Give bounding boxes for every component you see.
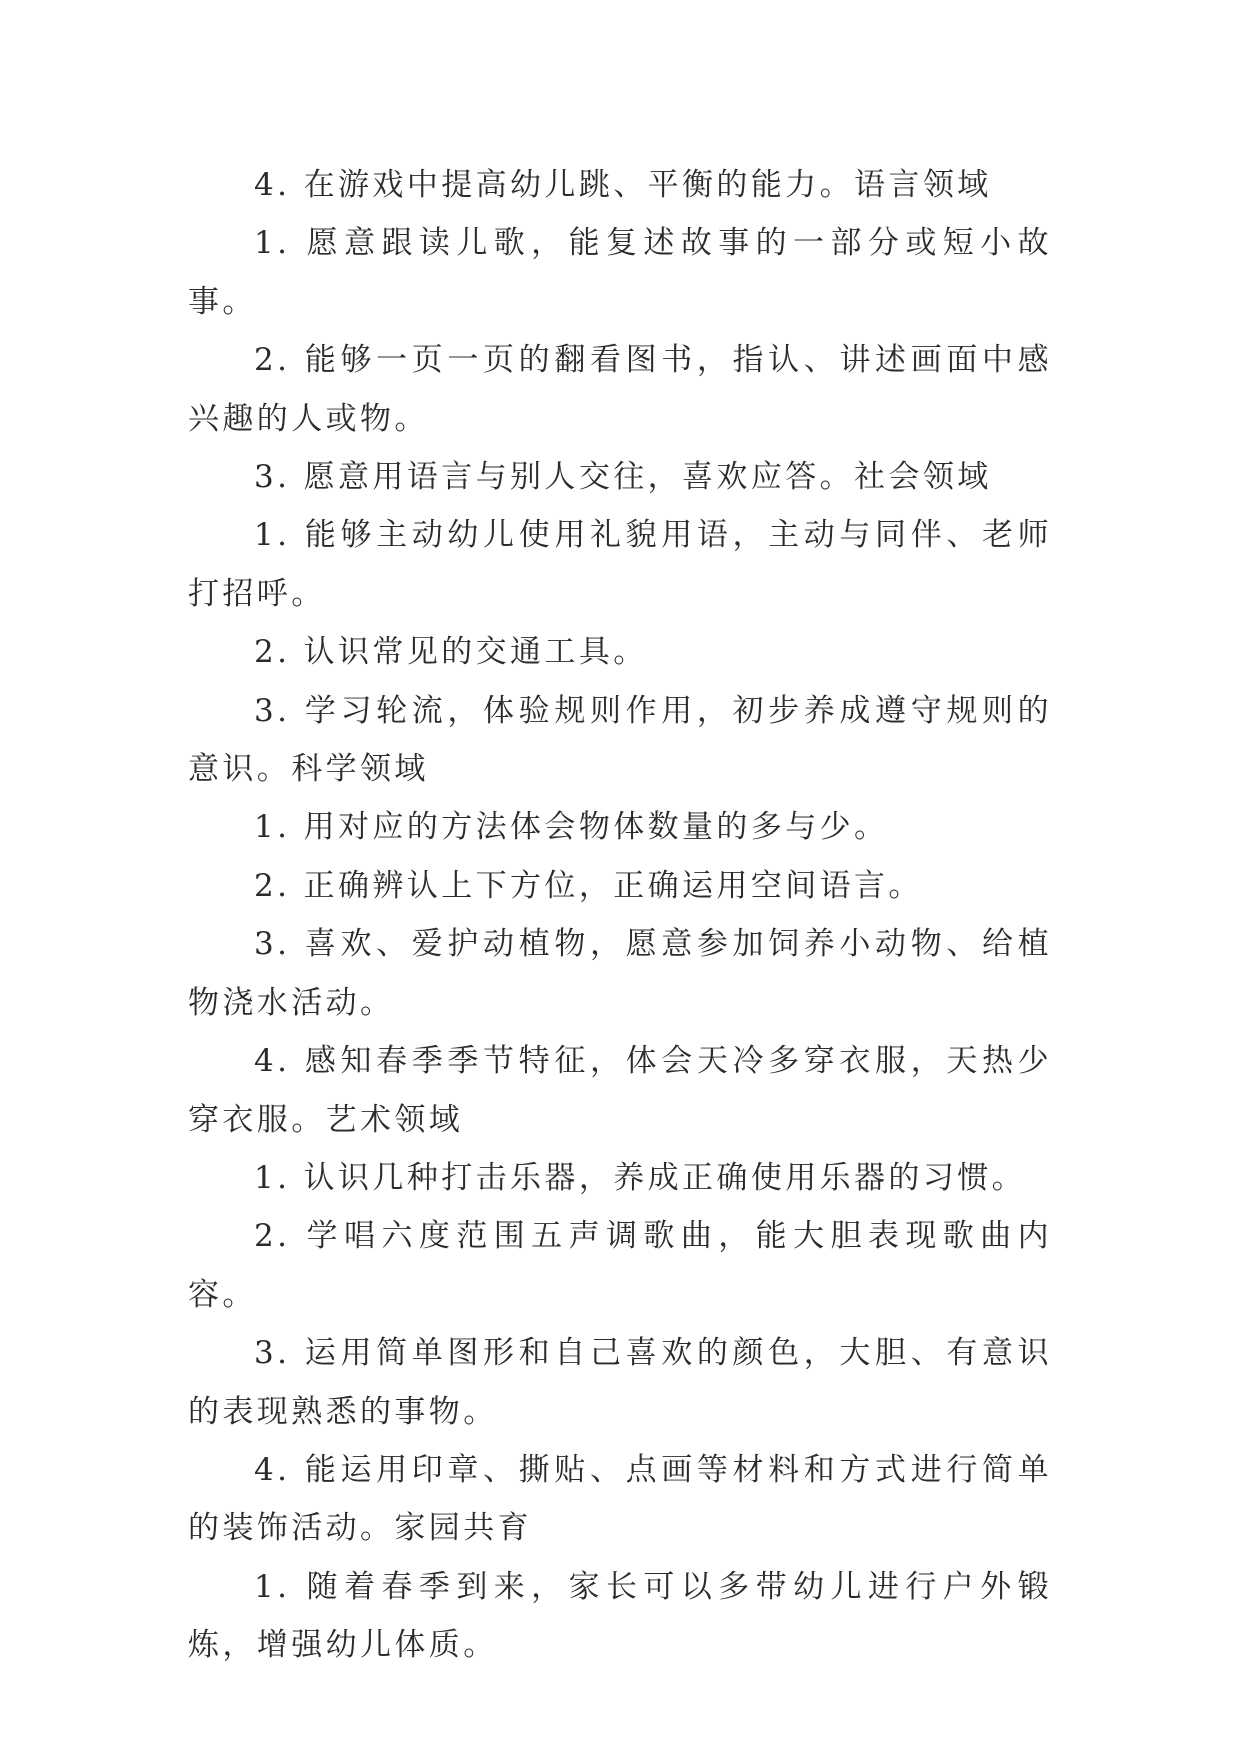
- paragraph: 3. 喜欢、爱护动植物，愿意参加饲养小动物、给植物浇水活动。: [188, 926, 1052, 1021]
- paragraph: 1. 能够主动幼儿使用礼貌用语，主动与同伴、老师打招呼。: [188, 517, 1052, 612]
- paragraph: 3. 学习轮流，体验规则作用，初步养成遵守规则的意识。科学领域: [188, 692, 1052, 788]
- paragraph: 2. 学唱六度范围五声调歌曲，能大胆表现歌曲内容。: [188, 1218, 1052, 1313]
- paragraph: 1. 认识几种打击乐器，养成正确使用乐器的习惯。: [254, 1159, 1027, 1196]
- document-body: [188, 156, 1052, 1675]
- paragraph: 4. 在游戏中提高幼儿跳、平衡的能力。语言领域: [254, 167, 992, 203]
- paragraph: 4. 感知春季季节特征，体会天冷多穿衣服，天热少穿衣服。艺术领域: [188, 1043, 1052, 1138]
- paragraph: 2. 认识常见的交通工具。: [254, 634, 648, 671]
- paragraph: 2. 正确辨认上下方位，正确运用空间语言。: [254, 867, 923, 904]
- paragraph: 1. 随着春季到来，家长可以多带幼儿进行户外锻炼，增强幼儿体质。: [188, 1568, 1052, 1664]
- paragraph: 4. 能运用印章、撕贴、点画等材料和方式进行简单的装饰活动。家园共育: [188, 1451, 1052, 1547]
- paragraph: 3. 运用简单图形和自己喜欢的颜色，大胆、有意识的表现熟悉的事物。: [188, 1335, 1052, 1430]
- paragraph: 2. 能够一页一页的翻看图书，指认、讲述画面中感兴趣的人或物。: [188, 342, 1052, 437]
- paragraph: 3. 愿意用语言与别人交往，喜欢应答。社会领域: [254, 459, 992, 496]
- paragraph: 1. 愿意跟读儿歌，能复述故事的一部分或短小故事。: [188, 225, 1052, 320]
- paragraph: 1. 用对应的方法体会物体数量的多与少。: [254, 809, 889, 846]
